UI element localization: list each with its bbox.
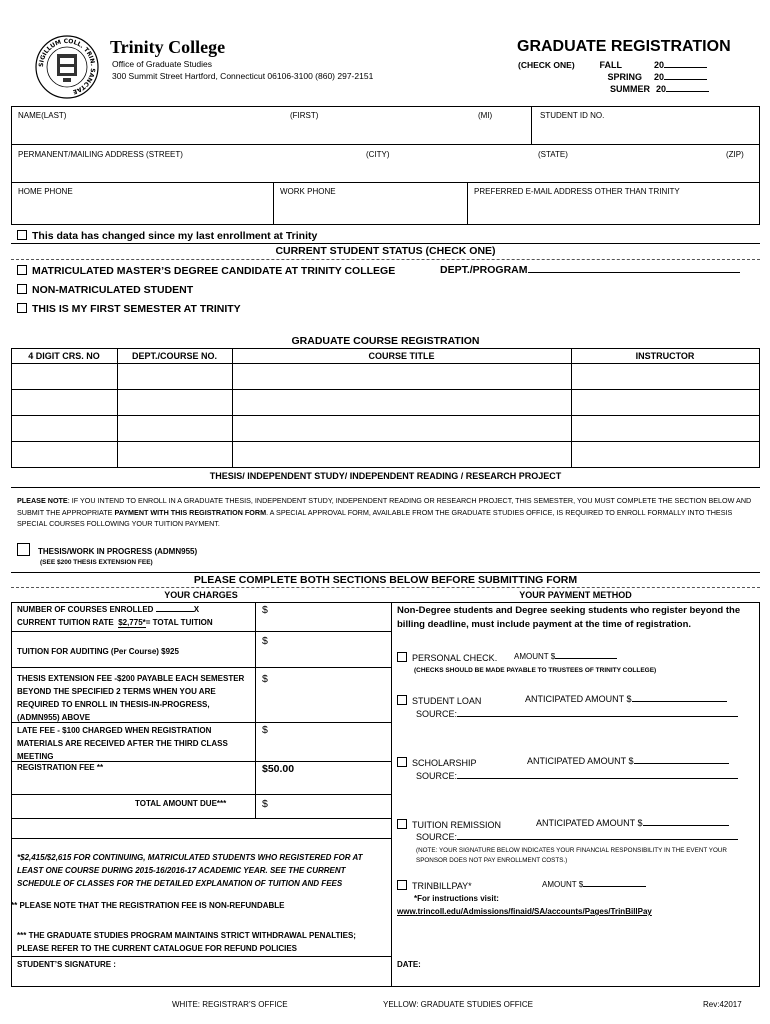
thesis-title: THESIS/ INDEPENDENT STUDY/ INDEPENDENT READING / RESEARCH PROJECT (209, 471, 562, 481)
remission-note: (NOTE: YOUR SIGNATURE BELOW INDICATES YOUR FINANCIAL RESPONSIBILITY IN THE EVENT YOUR SPONSOR DOES NOT PAY ENROLLMENT COSTS.) (416, 847, 727, 864)
thesis-extension-amount[interactable]: $ (262, 673, 268, 685)
student-loan-amount-field[interactable]: ANTICIPATED AMOUNT $ (525, 695, 727, 704)
home-phone-field[interactable]: HOME PHONE (18, 187, 73, 196)
total-amount-due: TOTAL AMOUNT DUE*** (135, 799, 227, 808)
student-loan-option[interactable]: STUDENT LOAN (397, 695, 481, 706)
check-one-label: (CHECK ONE) (518, 60, 575, 70)
checkbox-icon (397, 652, 407, 662)
thesis-extension-fee: THESIS EXTENSION FEE -$200 PAYABLE EACH SEMESTER BEYOND THE SPECIFIED 2 TERMS WHEN YOU ARE REQUIRED TO ENROLL IN THESIS-IN-PROGRESS, (ADMN955) ABOVE (17, 674, 245, 722)
college-seal-logo (34, 34, 100, 100)
checkbox-icon (17, 303, 27, 313)
payment-title: YOUR PAYMENT METHOD (519, 590, 632, 600)
tuition-remission-amount-field[interactable]: ANTICIPATED AMOUNT $ (536, 819, 729, 828)
city-field[interactable]: (CITY) (366, 150, 390, 159)
checkbox-icon (397, 819, 407, 829)
student-signature-field[interactable]: STUDENT’S SIGNATURE : (17, 960, 116, 969)
non-matriculated-checkbox[interactable]: NON-MATRICULATED STUDENT (17, 284, 193, 296)
current-tuition-rate: CURRENT TUITION RATE $2,775*= TOTAL TUITION (17, 618, 213, 627)
tuition-remission-option[interactable]: TUITION REMISSION (397, 819, 501, 830)
zip-field[interactable]: (ZIP) (726, 150, 744, 159)
tuition-footnote: *$2,415/$2,615 FOR CONTINUING, MATRICULATED STUDENTS WHO REGISTERED FOR AT LEAST ONE COURSE DURING 2015-16/2016-17 ACADEMIC YEAR. SEE THE CURRENT SCHEDULE OF CLASSES FOR THE DETAILED EXPLANATION OF TUITION AND FEES (17, 853, 363, 888)
withdrawal-note: *** THE GRADUATE STUDIES PROGRAM MAINTAINS STRICT WITHDRAWAL PENALTIES; PLEASE REFER TO THE CURRENT CATALOGUE FOR REFUND POLICIES (17, 931, 356, 953)
status-title: CURRENT STUDENT STATUS (CHECK ONE) (275, 245, 496, 257)
course-row-4[interactable] (12, 442, 759, 467)
tuition-remission-source-field[interactable]: SOURCE: (416, 833, 738, 842)
checkbox-icon (17, 284, 27, 294)
charges-title: YOUR CHARGES (164, 590, 238, 600)
instructions-label: *For instructions visit: (414, 894, 499, 903)
nonrefundable-note: ** PLEASE NOTE THAT THE REGISTRATION FEE IS NON-REFUNDABLE (11, 901, 285, 910)
checks-payable-note: (CHECKS SHOULD BE MADE PAYABLE TO TRUSTEES OF TRINITY COLLEGE) (414, 667, 657, 674)
courses-enrolled-field[interactable]: NUMBER OF COURSES ENROLLED X (17, 605, 200, 614)
scholarship-source-field[interactable]: SOURCE: (416, 772, 738, 781)
scholarship-option[interactable]: SCHOLARSHIP (397, 757, 477, 768)
thesis-extension-note: (SEE $200 THESIS EXTENSION FEE) (40, 559, 153, 566)
total-amount-due-field[interactable]: $ (262, 798, 268, 810)
name-mi-field[interactable]: (MI) (478, 111, 493, 120)
dept-program-field[interactable]: DEPT./PROGRAM (440, 265, 740, 276)
footer-white-copy: WHITE: REGISTRAR’S OFFICE (172, 1000, 288, 1009)
trinbillpay-link[interactable]: www.trincoll.edu/Admissions/finaid/SA/accounts/Pages/TrinBillPay (397, 907, 652, 916)
column-header: COURSE TITLE (368, 351, 435, 361)
checkbox-icon (397, 695, 407, 705)
svg-text:SIGILLUM COLL. TRIN. SANCTAE: SIGILLUM COLL. TRIN. SANCTAE (37, 37, 97, 96)
registration-fee: REGISTRATION FEE ** (17, 763, 104, 772)
term-fall[interactable]: FALL (599, 60, 622, 70)
course-registration-title: GRADUATE COURSE REGISTRATION (291, 335, 480, 347)
column-header: INSTRUCTOR (635, 351, 695, 361)
auditing-tuition: TUITION FOR AUDITING (Per Course) $925 (17, 647, 179, 656)
name-first-field[interactable]: (FIRST) (290, 111, 319, 120)
late-fee: LATE FEE - $100 CHARGED WHEN REGISTRATION MATERIALS ARE RECEIVED AFTER THE THIRD CLASS MEETING (17, 726, 228, 761)
name-last-field[interactable]: NAME(LAST) (18, 111, 67, 120)
course-row-1[interactable] (12, 364, 759, 389)
term-fall-year[interactable]: 20 (654, 61, 707, 70)
term-spring[interactable]: SPRING (607, 72, 642, 82)
registration-fee-amount: $50.00 (262, 763, 295, 775)
late-fee-amount[interactable]: $ (262, 724, 268, 736)
state-field[interactable]: (STATE) (538, 150, 568, 159)
checkbox-icon (17, 230, 27, 240)
work-phone-field[interactable]: WORK PHONE (280, 187, 336, 196)
checkbox-icon (397, 757, 407, 767)
trinbillpay-amount-field[interactable]: AMOUNT $ (542, 881, 646, 889)
column-header: 4 DIGIT CRS. NO (28, 351, 100, 361)
first-semester-checkbox[interactable]: THIS IS MY FIRST SEMESTER AT TRINITY (17, 303, 241, 315)
college-name: Trinity College (110, 37, 226, 57)
scholarship-amount-field[interactable]: ANTICIPATED AMOUNT $ (527, 757, 729, 766)
email-field[interactable]: PREFERRED E-MAIL ADDRESS OTHER THAN TRINITY (474, 187, 680, 196)
street-field[interactable]: PERMANENT/MAILING ADDRESS (STREET) (18, 150, 183, 159)
form-title: GRADUATE REGISTRATION (517, 38, 731, 55)
sections-title: PLEASE COMPLETE BOTH SECTIONS BELOW BEFORE SUBMITTING FORM (193, 574, 578, 586)
checkbox-icon (17, 543, 30, 556)
checkbox-icon (17, 265, 27, 275)
matriculated-checkbox[interactable]: MATRICULATED MASTER’S DEGREE CANDIDATE AT TRINITY COLLEGE (17, 265, 395, 277)
column-header: DEPT./COURSE NO. (131, 351, 217, 361)
term-summer-year[interactable]: 20 (656, 85, 709, 94)
auditing-amount[interactable]: $ (262, 635, 268, 647)
check-amount-field[interactable]: AMOUNT $ (514, 653, 617, 661)
student-loan-source-field[interactable]: SOURCE: (416, 710, 738, 719)
footer-yellow-copy: YELLOW: GRADUATE STUDIES OFFICE (383, 1000, 533, 1009)
term-summer[interactable]: SUMMER (610, 84, 650, 94)
total-tuition-amount[interactable]: $ (262, 604, 268, 616)
course-row-3[interactable] (12, 416, 759, 441)
revision-number: Rev:42017 (703, 1000, 742, 1009)
trinbillpay-option[interactable]: TRINBILLPAY* (397, 880, 472, 891)
course-row-2[interactable] (12, 390, 759, 415)
payment-intro: Non-Degree students and Degree seeking students who register beyond the billing deadline, must include payment at the time of registration. (397, 605, 741, 630)
student-id-field[interactable]: STUDENT ID NO. (540, 111, 605, 120)
data-changed-checkbox[interactable]: This data has changed since my last enrollment at Trinity (17, 230, 317, 242)
office-address: 300 Summit Street Hartford, Connecticut 06106-3100 (860) 297-2151 (112, 71, 374, 81)
checkbox-icon (397, 880, 407, 890)
thesis-in-progress-checkbox[interactable]: THESIS/WORK IN PROGRESS (ADMN955) (17, 543, 197, 556)
term-spring-year[interactable]: 20 (654, 73, 707, 82)
date-field[interactable]: DATE: (397, 960, 421, 969)
office-name: Office of Graduate Studies (112, 59, 213, 69)
personal-check-option[interactable]: PERSONAL CHECK. (397, 652, 497, 663)
thesis-note: PLEASE NOTE: IF YOU INTEND TO ENROLL IN A GRADUATE THESIS, INDEPENDENT STUDY, INDEPENDENT READING OR RESEARCH PROJECT, THIS SEMESTER, YOU MUST COMPLETE THE SECTION BELOW AND SUBMIT THE APPROPRIATE PAYMENT WITH THIS REGISTRATION FORM. A SPECIAL APPROVAL FORM, AVAILABLE FROM THE GRADUATE STUDIES OFFICE, IS REQUIRED TO ENROLL FORMALLY INTO THESIS SPECIAL COURSES FOLLOWING YOUR TUITION PAYMENT. (17, 496, 752, 528)
